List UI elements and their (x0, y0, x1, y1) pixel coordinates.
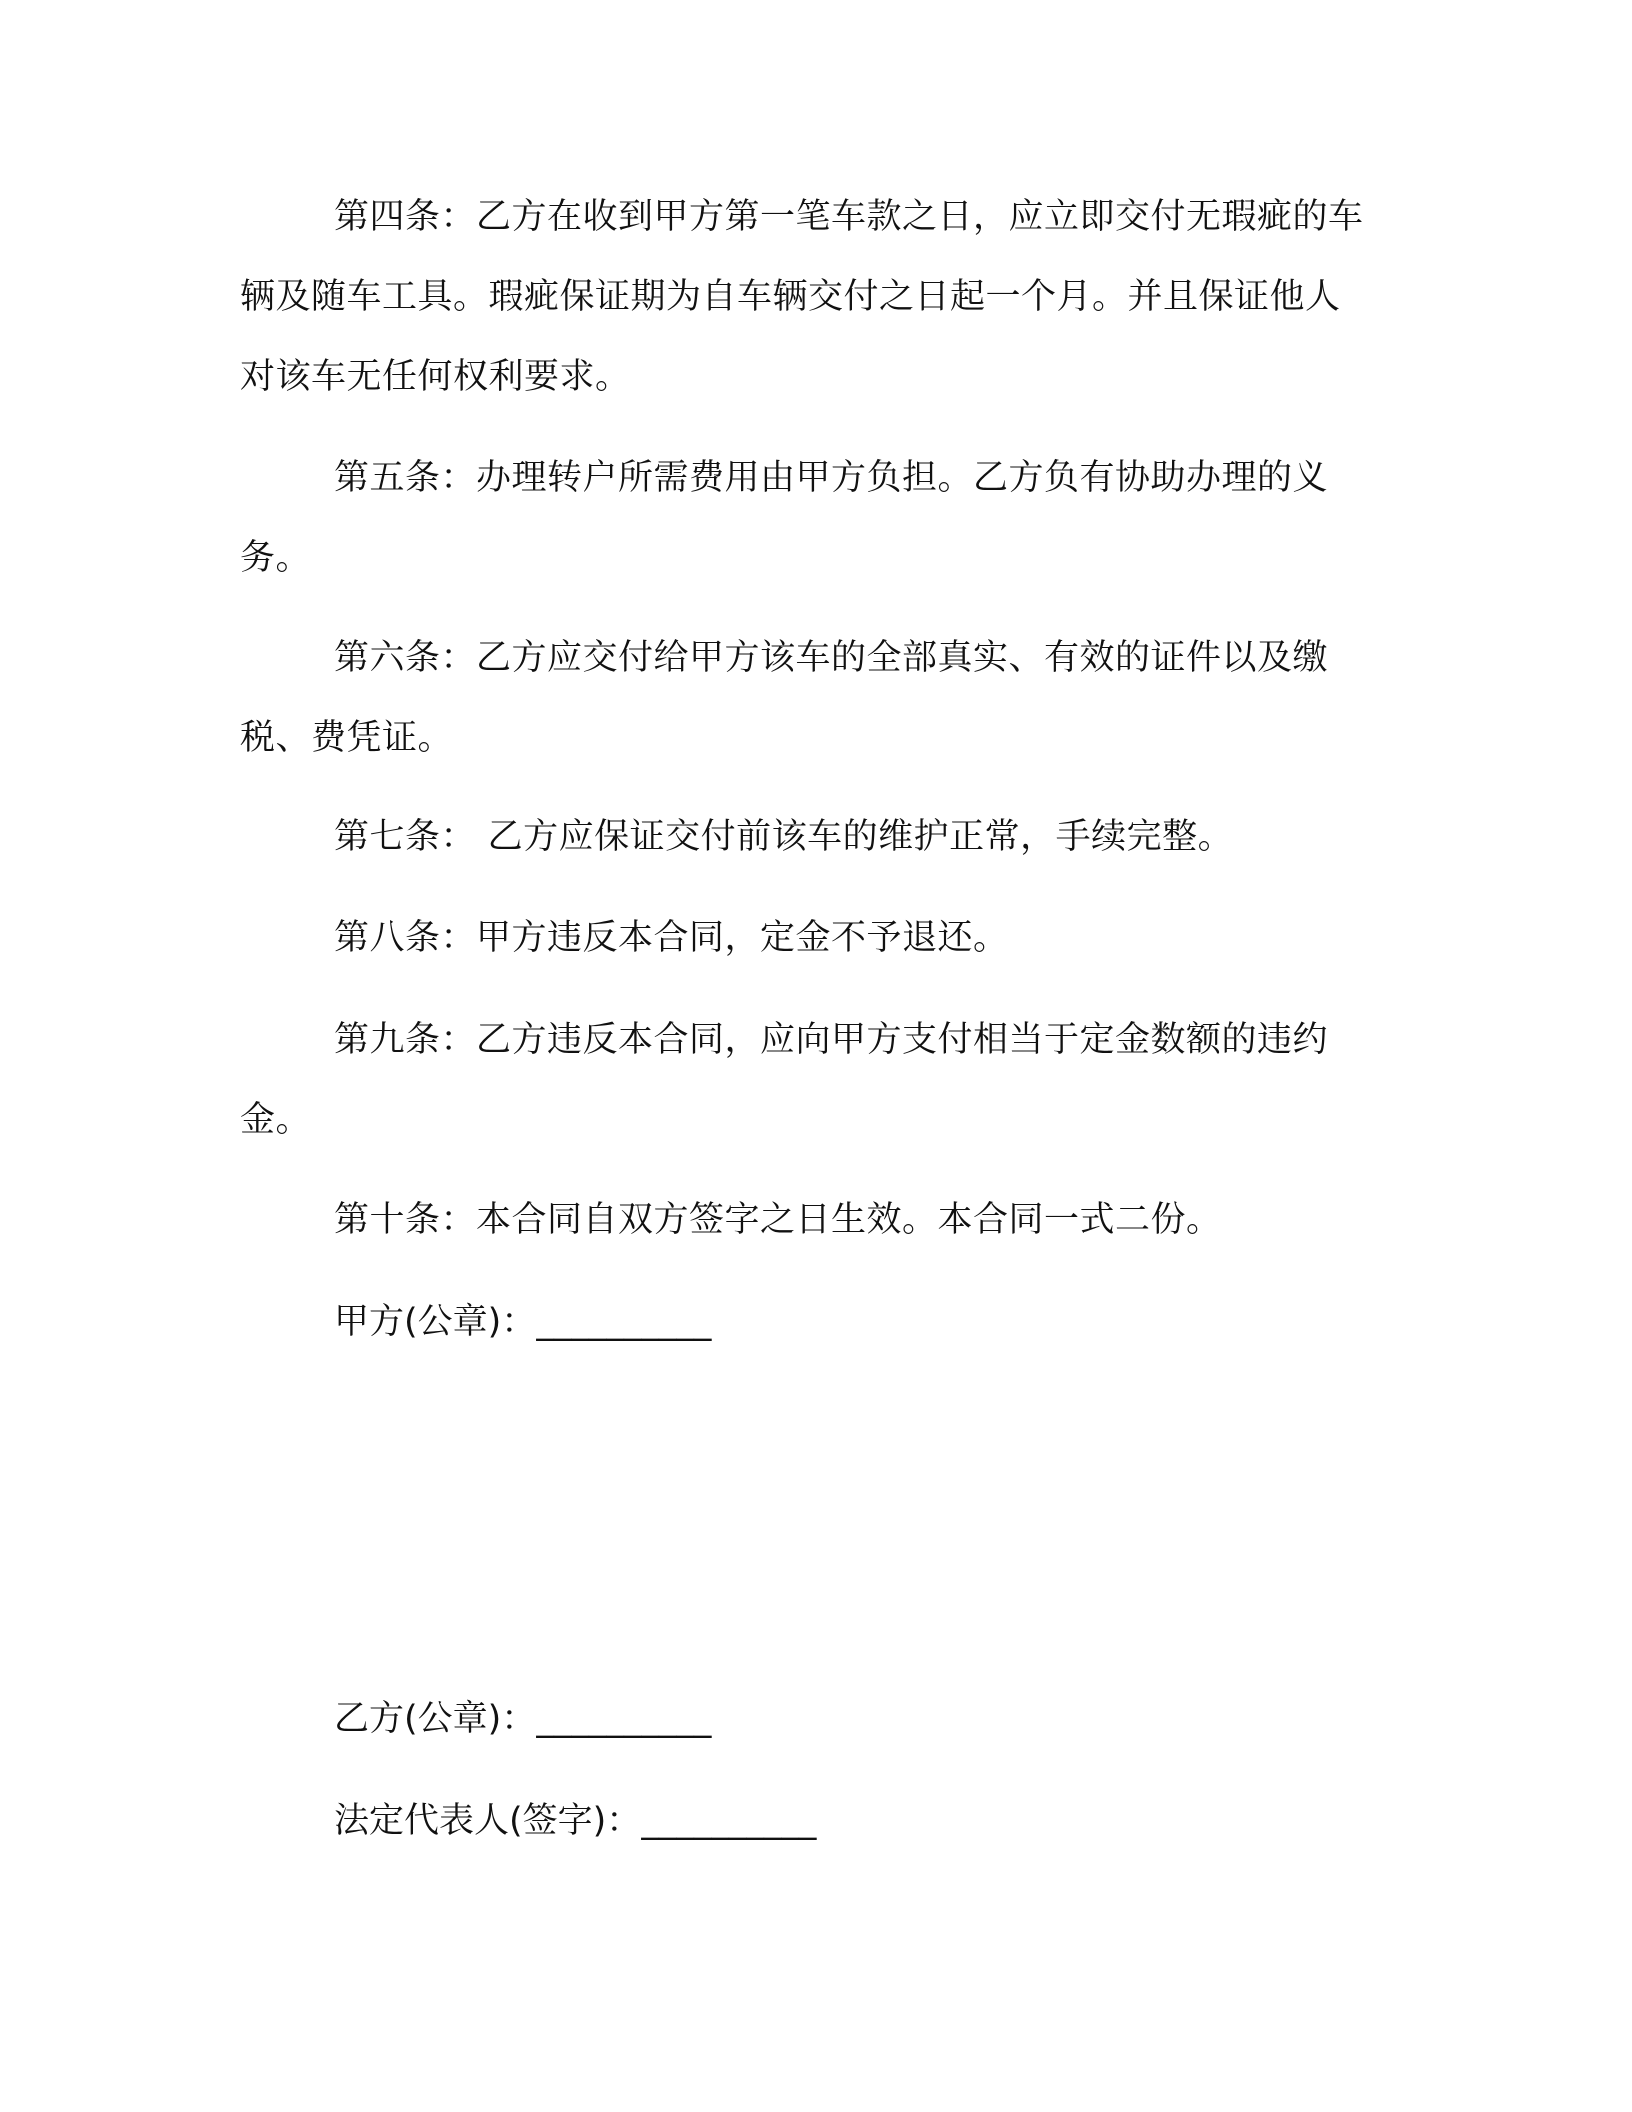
legal-rep-label: 法定代表人(签字)： (334, 1801, 642, 1841)
article-5: 第五条：办理转户所需费用由甲方负担。乙方负有协助办理的义务。 (240, 458, 1329, 578)
article-9: 第九条：乙方违反本合同，应向甲方支付相当于定金数额的违约金。 (240, 1020, 1329, 1140)
legal-rep-blank: __________ (641, 1801, 817, 1841)
party-a-blank: __________ (536, 1302, 712, 1342)
party-a-label: 甲方(公章)： (334, 1302, 537, 1342)
legal-representative-signature-line (334, 1781, 816, 1861)
article-7: 第七条： 乙方应保证交付前该车的维护正常，手续完整。 (334, 817, 1234, 857)
party-a-signature-line (334, 1282, 711, 1362)
article-10: 第十条：本合同自双方签字之日生效。本合同一式二份。 (334, 1200, 1222, 1240)
article-4: 第四条：乙方在收到甲方第一笔车款之日，应立即交付无瑕疵的车辆及随车工具。瑕疵保证期为自车辆交付之日起一个月。并且保证他人对该车无任何权利要求。 (240, 197, 1364, 397)
party-b-blank: __________ (536, 1699, 712, 1739)
party-b-signature-line (334, 1679, 711, 1759)
party-b-label: 乙方(公章)： (334, 1699, 537, 1739)
article-8: 第八条：甲方违反本合同，定金不予退还。 (334, 918, 1009, 958)
article-6: 第六条：乙方应交付给甲方该车的全部真实、有效的证件以及缴税、费凭证。 (240, 638, 1329, 758)
